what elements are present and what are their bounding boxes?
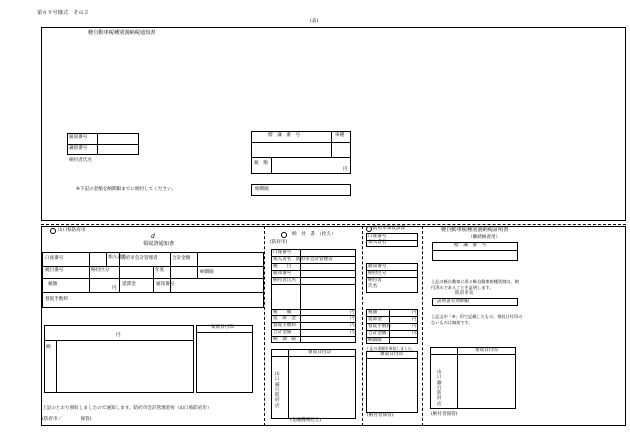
- ps-row-4: 納付者氏名: [273, 278, 296, 283]
- ps-yen-2: 円: [350, 323, 355, 328]
- receipt-bottom-row: (防府市／ 保管): [42, 417, 92, 422]
- ps-row-0: 口座番号: [273, 250, 292, 255]
- ps-receipt-box: [271, 349, 356, 419]
- ps-row-1: 加入者名 防府市会計管理者: [273, 257, 333, 262]
- vehicle-type-label: 車種: [335, 133, 345, 138]
- tax-cert-expiry-label: 証明書有効期限: [437, 299, 470, 304]
- certificate-header: 防府市領収証書: [373, 226, 406, 231]
- payer-name-label: 納: [46, 345, 51, 350]
- ps-amt-3: 合計金額: [273, 330, 292, 335]
- principal-tax-yen: 円: [112, 286, 117, 291]
- plate-number-label: 標 識 番 号: [268, 133, 301, 138]
- total-amount-label: 合計金額: [172, 256, 191, 261]
- receipt-date-label: 領収日付印: [211, 325, 234, 330]
- ps-amt-1: 延 滞 金: [273, 316, 296, 321]
- tax-cert-bank-label: 山口銀行防府店: [437, 370, 442, 407]
- taxpayer-name-label: 納付者氏名: [69, 158, 92, 163]
- cert-amt-2: 督促手数料: [368, 324, 391, 329]
- circle-mark-3: [366, 226, 372, 232]
- surcharge-label: 延滞金: [122, 282, 136, 287]
- cert-yen-0: 円: [412, 310, 417, 315]
- cert-row-0: 口座番号: [368, 234, 387, 239]
- receipt-bottom-note: 上記のとおり領収しましたので通知します。防府市会計管理者宛（山口県防府市）: [42, 406, 212, 411]
- ps-yen-0: 円: [350, 310, 355, 315]
- circle-mark: [50, 228, 56, 234]
- tax-cert-receipt-date-label: 領収日付印: [475, 348, 498, 353]
- cert-amt-4: 納期限: [368, 338, 382, 343]
- supervisor-label: 督促手数料: [45, 297, 68, 302]
- cert-sub-2: 納付者: [368, 278, 382, 283]
- tax-cert-receipt-box: [430, 347, 516, 409]
- tax-cert-expiry-note: 上記文中「※」印で記載したもの、領収日付印のないものは無効です。: [431, 314, 523, 325]
- form-number: 第６９号様式 その２: [37, 10, 89, 16]
- cert-bottom-note: 上記の金額を領収しました。: [366, 346, 416, 351]
- ps-amt-2: 督促手数料: [273, 323, 296, 328]
- payment-category-label: 納付区分: [91, 268, 110, 273]
- cert-sub-1: 納付区分: [368, 271, 387, 276]
- stamp-mark: d: [151, 233, 155, 240]
- ps-amt-0: 税 額: [273, 310, 292, 315]
- ps-yen-3: 円: [350, 330, 355, 335]
- tax-cert-city: 防府市長: [455, 291, 474, 296]
- payment-slip-city: (防府市): [270, 240, 288, 245]
- cert-receipt-date-label: 領収日付印: [380, 352, 403, 357]
- cert-amt-3: 合計金額: [368, 331, 387, 336]
- ps-receipt-date-label: 領収日付印: [308, 350, 331, 355]
- amount-yen: 円: [116, 333, 121, 338]
- tax-cert-bottom-label: (納付者保管): [431, 412, 458, 417]
- receipt-date-box: [196, 325, 253, 393]
- cert-yen-1: 円: [412, 317, 417, 322]
- tax-amount-label: 税 額: [254, 161, 268, 166]
- account-number-label: 口座番号: [45, 256, 64, 261]
- tax-amount-yen: 円: [343, 167, 348, 172]
- payment-slip-header: 納 付 書 （控え）: [292, 232, 336, 237]
- principal-tax-label: 税額: [48, 282, 58, 287]
- notice-number-label: 通知番号: [69, 135, 88, 140]
- city-header: 山口県防府市: [58, 228, 86, 233]
- cert-amt-1: 延滞金: [368, 317, 382, 322]
- circle-mark-2: [281, 232, 287, 238]
- ps-bottom-label: (金融機関控え): [290, 418, 322, 423]
- ps-bank-label: 山口銀行防府店: [275, 372, 280, 409]
- ps-amt-4: 納 期 限: [273, 337, 296, 342]
- due-date-label-2: 納期限: [200, 270, 214, 275]
- cert-yen-3: 円: [412, 331, 417, 336]
- tax-cert-subtitle: （継続検査用）: [468, 235, 501, 240]
- notice-number-label-2: 通知番号: [156, 282, 175, 287]
- cert-receipt-box: [366, 351, 418, 413]
- ps-yen-1: 円: [350, 316, 355, 321]
- cut-line: [41, 224, 626, 225]
- treasurer-label: 防府市会計管理者: [121, 256, 158, 261]
- cert-bottom-label: (納付者保管): [367, 413, 394, 418]
- cert-sub-3: 氏名: [368, 284, 378, 289]
- due-date-label: 納期限: [255, 187, 269, 192]
- ps-row-2: 種 目: [273, 264, 292, 269]
- tax-cert-statement: 上記の軽自動車に係る軽自動車税種別割は、納付済みであることを証明します。: [431, 279, 519, 290]
- payment-instruction: ※下記の金額を納期限までに納付してください。: [76, 187, 177, 192]
- cert-yen-2: 円: [412, 324, 417, 329]
- cert-amt-0: 税額: [368, 310, 378, 315]
- cert-row-1: 加入者名: [368, 240, 387, 245]
- notice-title: 軽自動車税種別割納税通知書: [88, 30, 156, 36]
- tax-item-code-label: 税目番号: [45, 268, 64, 273]
- receipt-notice-title: 領収済通知書: [143, 241, 175, 247]
- subscriber-label: 加入者名: [108, 255, 127, 260]
- front-label: (表): [310, 19, 319, 24]
- identification-number-label: 識別番号: [69, 146, 88, 151]
- tax-cert-plate-label: 標 識 番 号: [454, 243, 487, 248]
- cert-sub-0: 通知番号: [368, 264, 387, 269]
- tax-cert-title: 軽自動車税種別割納税証明書: [441, 227, 509, 233]
- ps-row-3: 通知番号: [273, 271, 292, 276]
- fiscal-year-label: 年度: [155, 268, 165, 273]
